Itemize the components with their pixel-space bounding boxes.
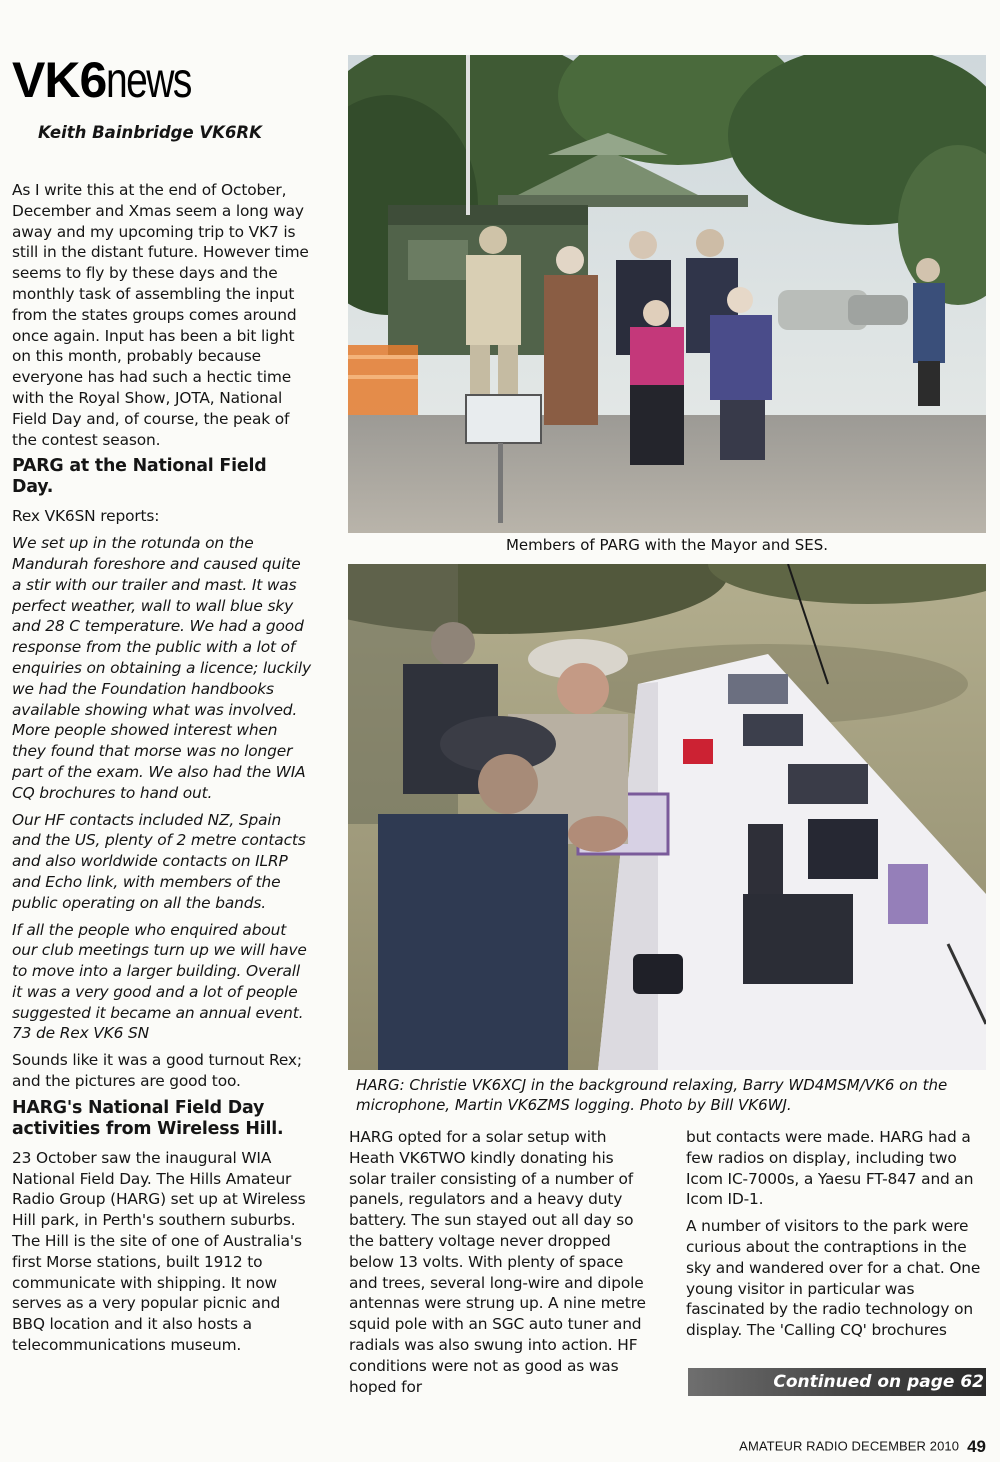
intro-paragraph: As I write this at the end of October, December and Xmas seem a long way away and my upcoming trip to VK7 is still in the distant future. However time seems to fly by these days and the monthly task of assembling the input from the states groups comes around once again. Input has been a bit light on this month, probably because everyone has had such a hectic time with the Royal Show, JOTA, National Field Day and, of course, the peak of the contest season. (12, 181, 309, 449)
continued-label: Continued on page 62 (773, 1372, 984, 1392)
right-text-column (686, 1127, 986, 1352)
harg-intro-paragraph: 23 October saw the inaugural WIA National Field Day. The Hills Amateur Radio Group (HARG) set up at Wireless Hill park, in Perth's southern suburbs. The Hill is the site of one of Australia's first Morse stations, built 1912 to communicate with shipping. It now serves as a very popular picnic and BBQ location and it also hosts a telecommunications museum. (12, 1148, 306, 1355)
photo-parg-caption: Members of PARG with the Mayor and SES. (505, 536, 829, 554)
parg-quote-paragraph-3: If all the people who enquired about our club meetings turn up we will have to move into a larger building. Overall it was a very good and a lot of people suggested it became an annual event. 73 de Rex VK6 SN (12, 920, 307, 1043)
harg-visitors-paragraph: A number of visitors to the park were curious about the contraptions in the sky and wandered over for a chat. One young visitor in particular was fascinated by the radio technology on display. The 'Calling CQ' brochures (686, 1217, 981, 1340)
harg-radios-paragraph: but contacts were made. HARG had a few radios on display, including two Icom IC-7000s, a Yaesu FT-847 and an Icom ID-1. (686, 1128, 974, 1209)
page-footer (739, 1436, 986, 1456)
section-title (12, 54, 215, 106)
middle-text-column (349, 1127, 649, 1399)
magazine-issue: AMATEUR RADIO DECEMBER 2010 (739, 1438, 960, 1454)
harg-solar-paragraph: HARG opted for a solar setup with Heath VK6TWO kindly donating his solar trailer consisting of a number of panels, regulators and a heavy duty battery. The sun stayed out all day so the battery voltage never dropped below 13 volts. With plenty of space and trees, several long-wire and dipole antennas were strung up. A nine metre squid pole with an SGC auto tuner and radials was also swung into action. HF conditions were not as good as was hoped for (349, 1128, 646, 1396)
page-number: 49 (967, 1436, 986, 1456)
photo-harg-station (348, 564, 986, 1070)
parg-quote-paragraph-1: We set up in the rotunda on the Mandurah foreshore and caused quite a stir with our trailer and mast. It was perfect weather, wall to wall blue sky and 28 C temperature. We had a good response from the public with a lot of enquiries on obtaining a licence; luckily we had the Foundation handbooks available showing what was involved. More people showed interest when they found that morse was no longer part of the exam. We also had the WIA CQ brochures to hand out. (12, 534, 311, 802)
parg-comment: Sounds like it was a good turnout Rex; and the pictures are good too. (12, 1051, 302, 1091)
section-title-light: news (106, 52, 192, 108)
parg-heading: PARG at the National Field Day. (12, 456, 267, 498)
section-title-bold: VK6 (12, 52, 107, 108)
author-byline: Keith Bainbridge VK6RK (38, 123, 262, 142)
photo-parg-group (348, 55, 986, 533)
left-text-column (12, 180, 312, 1405)
parg-lead: Rex VK6SN reports: (12, 507, 160, 526)
photo-harg-caption: HARG: Christie VK6XCJ in the background relaxing, Barry WD4MSM/VK6 on the microphone, Martin VK6ZMS logging. Photo by Bill VK6WJ. (356, 1076, 948, 1114)
continued-banner (688, 1368, 986, 1396)
parg-quote-paragraph-2: Our HF contacts included NZ, Spain and the US, plenty of 2 metre contacts and also worldwide contacts on ILRP and Echo link, with members of the public operating on all the bands. (12, 810, 306, 912)
harg-heading: HARG's National Field Day activities from Wireless Hill. (12, 1097, 284, 1139)
